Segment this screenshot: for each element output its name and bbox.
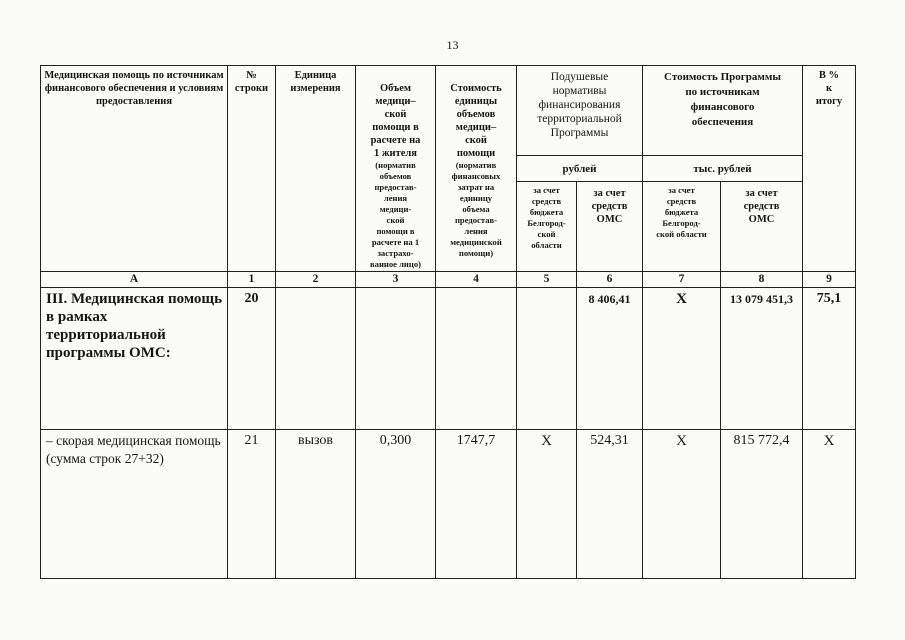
- column-number: 8: [721, 272, 803, 288]
- page-number: 13: [446, 38, 459, 52]
- header-col-6: за счет средств ОМС: [577, 182, 643, 272]
- column-number: 6: [577, 272, 643, 288]
- row-20-cost-ohm: 13 079 451,3: [721, 288, 803, 430]
- header-col-2: Единица измерения: [276, 66, 356, 272]
- row-21-percent: Х: [803, 430, 856, 579]
- row-21-line-no: 21: [228, 430, 276, 579]
- row-21-unit-cost: 1747,7: [436, 430, 517, 579]
- header-unit-rub: рублей: [517, 156, 643, 182]
- row-21-name: – скорая медицинская помощь (сумма строк 27+32): [41, 430, 228, 579]
- row-20-percent: 75,1: [803, 288, 856, 430]
- row-21-norm-budget: Х: [517, 430, 577, 579]
- row-20-unit: [276, 288, 356, 430]
- column-number: 4: [436, 272, 517, 288]
- column-number: 5: [517, 272, 577, 288]
- row-20-norm-ohm: 8 406,41: [577, 288, 643, 430]
- header-col-7: за счет средств бюджета Белгород- ской области: [643, 182, 721, 272]
- row-20-volume: [356, 288, 436, 430]
- column-number: 3: [356, 272, 436, 288]
- row-20-line-no: 20: [228, 288, 276, 430]
- column-number: 9: [803, 272, 856, 288]
- header-col-3-main: Объем медици– ской помощи в расчете на 1 жителя: [370, 83, 421, 159]
- header-group-norms: Подушевые нормативы финансирования территориальной Программы: [517, 66, 643, 156]
- row-20-unit-cost: [436, 288, 517, 430]
- row-20-name: III. Медицинская помощь в рамках территориальной программы ОМС:: [41, 288, 228, 430]
- row-21-norm-ohm: 524,31: [577, 430, 643, 579]
- column-number: 1: [228, 272, 276, 288]
- header-col-3-note: (норматив объемов предостав- ления медици- ской помощи в расчете на 1 застрахо- ванное лицо): [370, 160, 421, 269]
- header-unit-thousand-rub: тыс. рублей: [643, 156, 803, 182]
- row-20-cost-budget: Х: [643, 288, 721, 430]
- column-number: 7: [643, 272, 721, 288]
- row-21-unit: вызов: [276, 430, 356, 579]
- financing-table: [40, 65, 856, 579]
- row-21-cost-ohm: 815 772,4: [721, 430, 803, 579]
- row-21-volume: 0,300: [356, 430, 436, 579]
- row-20-norm-budget: [517, 288, 577, 430]
- header-col-1: № строки: [228, 66, 276, 272]
- header-group-cost: Стоимость Программы по источникам финансового обеспечения: [643, 66, 803, 156]
- column-number: 2: [276, 272, 356, 288]
- header-col-a: Медицинская помощь по источникам финансового обеспечения и условиям предоставления: [41, 66, 228, 272]
- header-col-5: за счет средств бюджета Белгород- ской области: [517, 182, 577, 272]
- header-col-4-note: (норматив финансовых затрат на единицу объема предостав- ления медицинской помощи): [450, 160, 502, 258]
- header-col-3: [356, 66, 436, 272]
- header-col-9: В % к итогу: [803, 66, 856, 272]
- header-col-4-main: Стоимость единицы объемов медици– ской помощи: [450, 83, 502, 159]
- column-number: А: [41, 272, 228, 288]
- header-col-8: за счет средств ОМС: [721, 182, 803, 272]
- header-col-4: [436, 66, 517, 272]
- row-21-cost-budget: Х: [643, 430, 721, 579]
